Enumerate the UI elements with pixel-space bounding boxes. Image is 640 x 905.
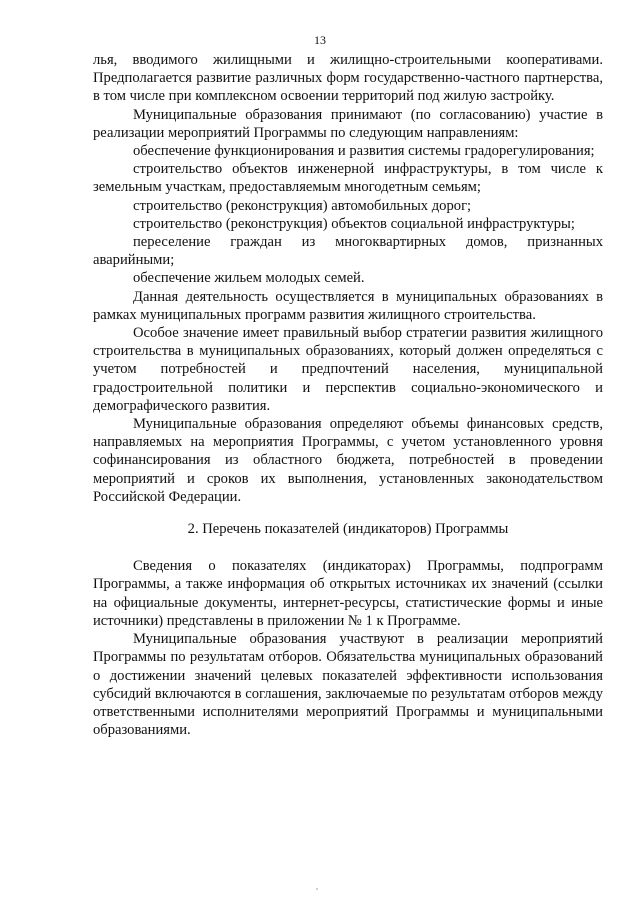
- paragraph-funding: Муниципальные образования определяют объемы финансовых средств, направляемых на мероприятия Программы, с учетом установленного уровня софинансирования из областного бюджета, потребностей в проведении мероприятий и сроков их выполнения, установленных законодательством Российской Федерации.: [93, 416, 603, 505]
- section-heading-indicators: 2. Перечень показателей (индикаторов) Программы: [187, 521, 509, 538]
- list-item-resettlement: переселение граждан из многоквартирных домов, признанных аварийными;: [93, 234, 603, 269]
- paragraph-selection-results: Муниципальные образования участвуют в реализации мероприятий Программы по результатам отборов. Обязательства муниципальных образований о достижении значений целевых показателей эффективности использования субсидий включаются в соглашения, заключаемые по результатам отборов между ответственными исполнителями мероприятий Программы и муниципальными образованиями.: [93, 631, 603, 739]
- page-number: 13: [314, 33, 326, 47]
- document-body: [93, 51, 603, 739]
- paragraph-indicators-info: Сведения о показателях (индикаторах) Программы, подпрограмм Программы, а также информация об открытых источниках их значений (ссылки на официальные документы, интернет-ресурсы, статистические формы и иные источники) представлены в приложении № 1 к Программе.: [93, 558, 603, 629]
- list-item-urban-regulation: обеспечение функционирования и развития системы градорегулирования;: [133, 143, 595, 160]
- list-item-engineering-infrastructure: строительство объектов инженерной инфраструктуры, в том числе к земельным участкам, предоставляемым многодетным семьям;: [93, 161, 603, 196]
- list-item-social-infrastructure: строительство (реконструкция) объектов социальной инфраструктуры;: [133, 215, 575, 232]
- list-item-roads: строительство (реконструкция) автомобильных дорог;: [133, 197, 472, 214]
- paragraph-continuation: лья, вводимого жилищными и жилищно-строительными кооперативами. Предполагается развитие различных форм государственно-частного партнерства, в том числе при комплексном освоении территорий под жилую застройку.: [93, 52, 603, 105]
- scan-speck: [316, 888, 318, 890]
- list-item-young-families: обеспечение жильем молодых семей.: [133, 270, 365, 287]
- paragraph-participation: Муниципальные образования принимают (по согласованию) участие в реализации мероприятий Программы по следующим направлениям:: [93, 106, 603, 141]
- paragraph-municipal-programs: Данная деятельность осуществляется в муниципальных образованиях в рамках муниципальных программ развития жилищного строительства.: [93, 288, 603, 323]
- paragraph-strategy: Особое значение имеет правильный выбор стратегии развития жилищного строительства в муниципальных образованиях, который должен определяться с учетом потребностей и предпочтений населения, муниципальной градостроительной политики и перспектив социально-экономического и демографического развития.: [93, 325, 603, 414]
